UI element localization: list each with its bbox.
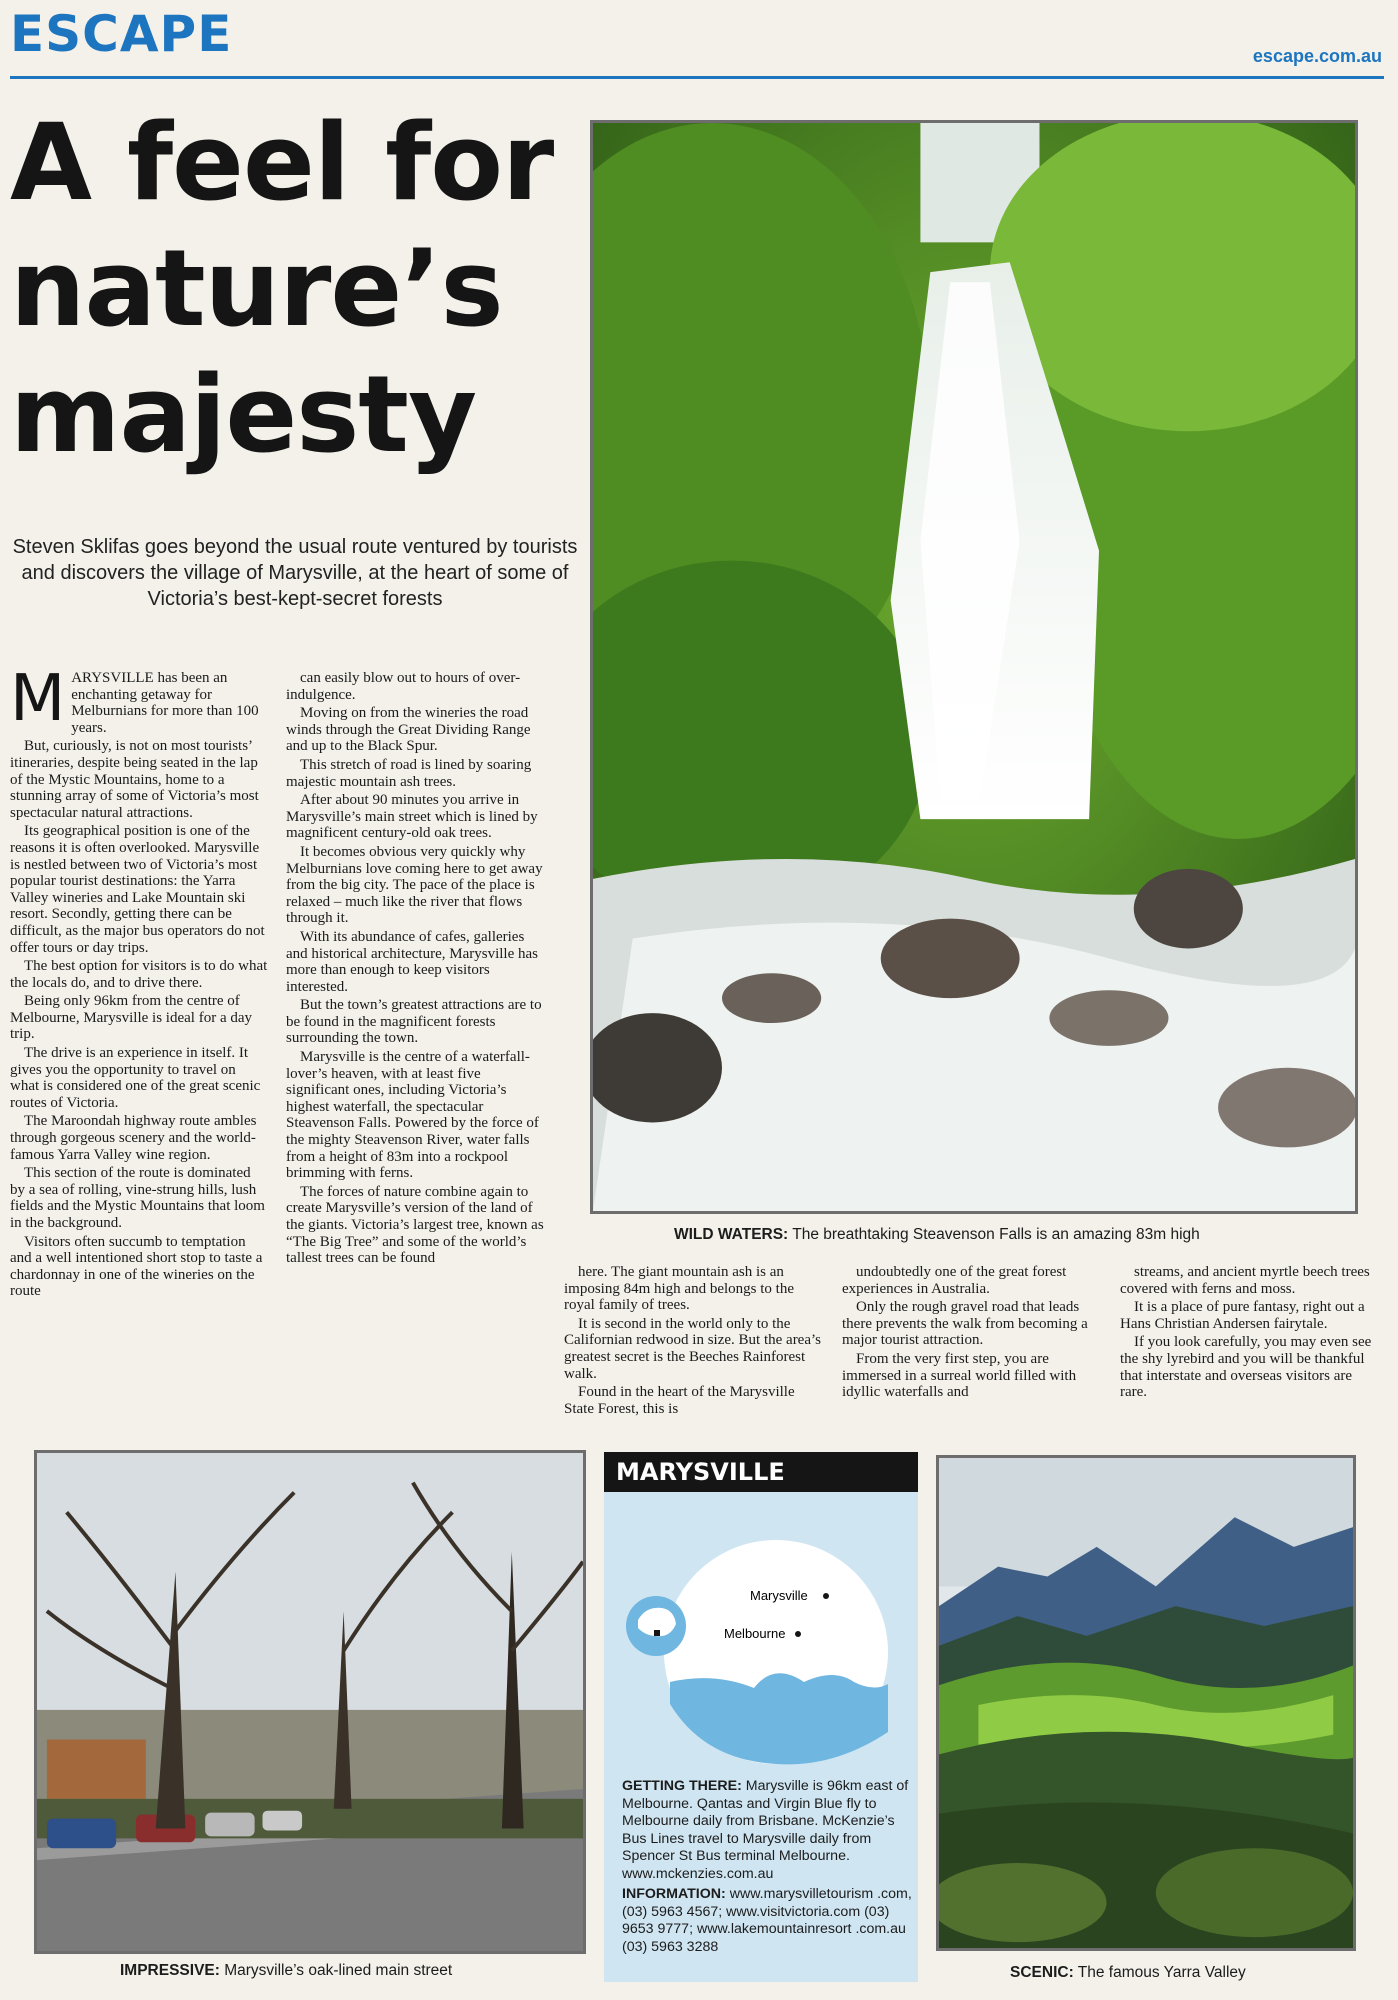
article-paragraph: But the town’s greatest attractions are to be found in the magnificent forests surrounding the town. (286, 997, 542, 1047)
article-paragraph: ARYSVILLE has been an enchanting getaway for Melburnians for more than 100 years. (71, 670, 259, 736)
article-paragraph: streams, and ancient myrtle beech trees covered with ferns and moss. (1120, 1264, 1370, 1297)
article-paragraph: Marysville is the centre of a waterfall-lover’s heaven, with at least five significant ones, including Victoria’s highest waterfall, the spectacular Steavenson Falls. Powered by the force of the mighty Steavenson River, water falls from a height of 83m into a rockpool brimming with ferns. (286, 1049, 539, 1182)
article-paragraph: If you look carefully, you may even see the shy lyrebird and you will be thankful that interstate and overseas visitors are rare. (1120, 1334, 1372, 1401)
marysville-marker (823, 1593, 829, 1599)
article-paragraph: The Maroondah highway route ambles through gorgeous scenery and the world-famous Yarra Valley wine region. (10, 1113, 257, 1163)
article-paragraph: Being only 96km from the centre of Melbourne, Marysville is ideal for a day trip. (10, 993, 253, 1043)
header-rule (10, 76, 1384, 79)
article-paragraph: It is a place of pure fantasy, right out a Hans Christian Andersen fairytale. (1120, 1299, 1365, 1332)
article-paragraph: The forces of nature combine again to create Marysville’s version of the land of the giants. Victoria’s largest tree, known as “The Big Tree” and some of the world’s tallest trees can be found (286, 1183, 544, 1267)
valley-caption-label: SCENIC: (1010, 1964, 1074, 1981)
article-paragraph: Its geographical position is one of the reasons it is often overlooked. Marysville is nestled between two of Victoria’s most popular tourist destinations: the Yarra Valley wineries and Lake Mountain ski resort. Secondly, getting there can be difficult, as the major bus operators do not offer tours or day trips. (10, 823, 265, 956)
waterfall-caption-label: WILD WATERS: (674, 1226, 789, 1243)
headline (10, 100, 580, 478)
article-paragraph: This section of the route is dominated by a sea of rolling, vine-strung hills, lush fields and the Mystic Mountains that loom in the background. (10, 1165, 265, 1231)
valley-photo (936, 1455, 1356, 1951)
article-paragraph: The best option for visitors is to do what the locals do, and to drive there. (10, 958, 268, 991)
article-paragraph: Found in the heart of the Marysville State Forest, this is (564, 1384, 795, 1417)
getting-there (622, 1778, 912, 1883)
section-title: ESCAPE (10, 5, 233, 63)
article-paragraph: But, curiously, is not on most tourists’ itineraries, despite being seated in the lap of the Mystic Mountains, home to a stunning array of some of Victoria’s most spectacular natural attractions. (10, 738, 259, 821)
section-url[interactable]: escape.com.au (1252, 46, 1382, 66)
article-paragraph: Moving on from the wineries the road winds through the Great Dividing Range and up to the Black Spur. (286, 705, 531, 755)
headline-line-2: nature’s (10, 227, 503, 350)
valley-caption (1010, 1964, 1246, 1982)
article-column-3 (564, 1264, 822, 1432)
article-column-5 (1120, 1264, 1382, 1432)
article-paragraph: undoubtedly one of the great forest experiences in Australia. (842, 1264, 1067, 1297)
street-caption-label: IMPRESSIVE: (120, 1962, 220, 1979)
article-paragraph: Only the rough gravel road that leads there prevents the walk from becoming a major tourist attraction. (842, 1299, 1088, 1349)
map-label-marysville: Marysville (750, 1588, 808, 1603)
map-label-melbourne: Melbourne (724, 1626, 786, 1641)
waterfall-caption-text: The breathtaking Steavenson Falls is an amazing 83m high (788, 1226, 1200, 1243)
map-info (622, 1778, 912, 1959)
waterfall-caption (674, 1226, 1200, 1244)
article-column-2 (286, 670, 544, 1432)
article-paragraph: With its abundance of cafes, galleries and historical architecture, Marysville has more than enough to keep visitors interested. (286, 928, 538, 995)
drop-cap: M (10, 670, 66, 736)
information-label: INFORMATION: (622, 1886, 726, 1902)
article-paragraph: This stretch of road is lined by soaring majestic mountain ash trees. (286, 756, 532, 790)
melbourne-marker (795, 1631, 801, 1637)
article-paragraph: here. The giant mountain ash is an imposing 84m high and belongs to the royal family of trees. (564, 1264, 794, 1314)
information-text: www.marysvilletourism .com, (03) 5963 4567; www.visitvictoria.com (03) 9653 9777; www.lakemountainresort .com.au (03) 5963 3288 (622, 1886, 912, 1955)
valley-caption-text: The famous Yarra Valley (1073, 1964, 1246, 1981)
street-caption-text: Marysville’s oak-lined main street (219, 1962, 453, 1979)
article-column-1 (10, 670, 268, 1432)
getting-there-label: GETTING THERE: (622, 1778, 742, 1794)
information (622, 1886, 912, 1956)
street-caption (120, 1962, 452, 1980)
waterfall-photo (590, 120, 1358, 1214)
headline-line-1: A feel for (10, 101, 554, 224)
article-paragraph: After about 90 minutes you arrive in Marysville’s main street which is lined by magnificent century-old oak trees. (286, 792, 538, 842)
headline-line-3: majesty (10, 353, 477, 476)
article-paragraph: It becomes obvious very quickly why Melburnians love coming here to get away from the big city. The pace of the place is relaxed – much like the river that flows through it. (286, 843, 543, 927)
article-paragraph: From the very first step, you are immersed in a surreal world filled with idyllic waterfalls and (842, 1350, 1077, 1401)
article-paragraph: can easily blow out to hours of over-indulgence. (286, 670, 521, 703)
street-photo (34, 1450, 586, 1954)
location-map (604, 1492, 918, 1772)
article-paragraph: Visitors often succumb to temptation and a well intentioned short stop to taste a chardonnay in one of the wineries on the route (10, 1233, 263, 1300)
map-title: MARYSVILLE (604, 1452, 918, 1492)
standfirst: Steven Sklifas goes beyond the usual route ventured by tourists and discovers the village of Marysville, at the heart of some of Victoria’s best-kept-secret forests (12, 536, 578, 610)
article-paragraph: It is second in the world only to the Californian redwood in size. But the area’s greatest secret is the Beeches Rainforest walk. (564, 1315, 822, 1382)
getting-there-text: Marysville is 96km east of Melbourne. Qantas and Virgin Blue fly to Melbourne daily from Brisbane. McKenzie’s Bus Lines travel to Marysville daily from Spencer St Bus terminal Melbourne. www.mckenzies.com.au (622, 1778, 909, 1882)
map-panel (604, 1452, 918, 1982)
article-paragraph: The drive is an experience in itself. It gives you the opportunity to travel on what is considered one of the great scenic routes of Victoria. (10, 1045, 261, 1111)
article-column-4 (842, 1264, 1104, 1432)
